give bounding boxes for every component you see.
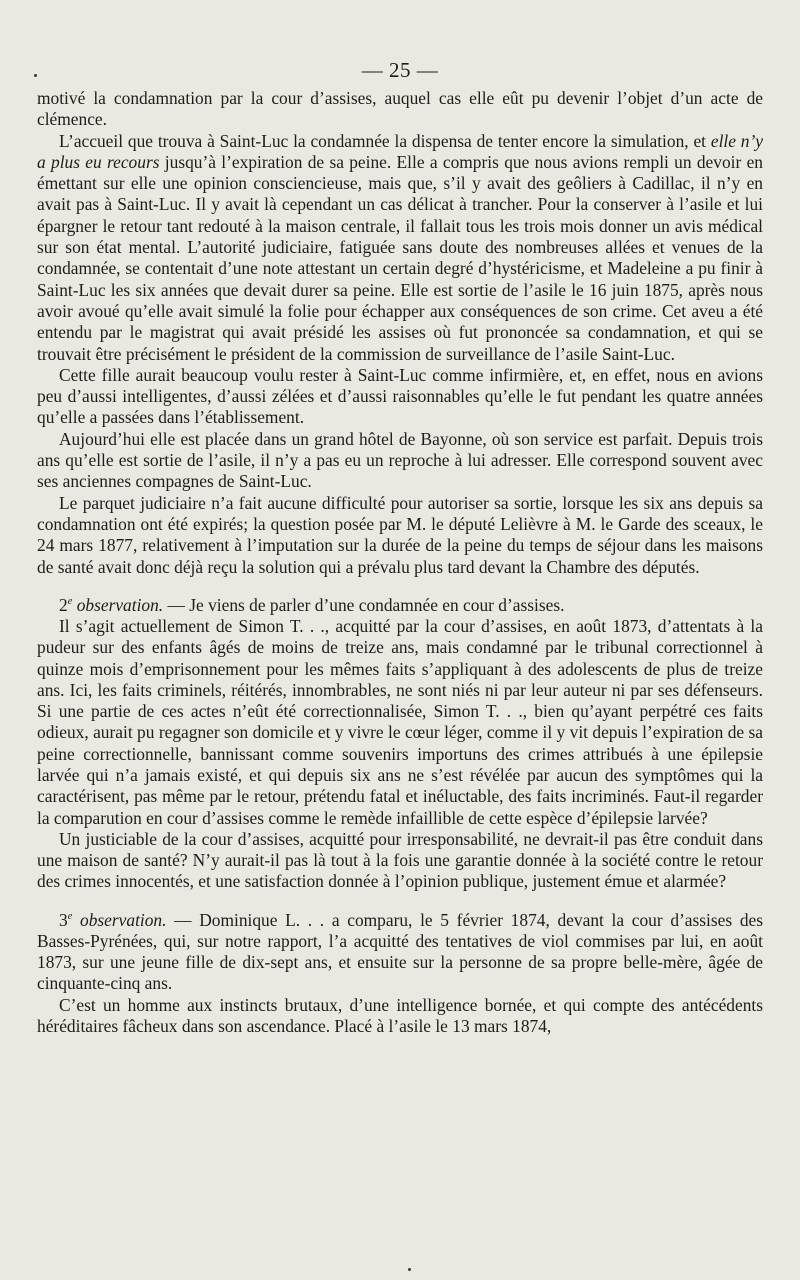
paragraph-p10 — [37, 995, 763, 1038]
page-number: — 25 — — [361, 58, 439, 82]
text-run: Le parquet judiciaire n’a fait aucune difficulté pour autoriser sa sortie, lorsque les six ans depuis sa condamnation ont été expirés; la question posée par M. le député Lelièvre à M. le Garde des sceaux, le 24 mars 1877, relativement à l’imputation sur la durée de la peine du temps de séjour dans les maisons de santé avait donc déjà reçu la solution qui a prévalu plus tard devant la Chambre des députés. — [37, 492, 763, 577]
ordinal-suffix: e — [67, 595, 73, 607]
text-run: — Dominique L. . . a comparu, le 5 février 1874, devant la cour d’assises des Basses-Pyrénées, qui, sur notre rapport, l’a acquitté des tentatives de viol commises par lui, en août 1873, sur une jeune fille de dix-sept ans, et ensuite sur la personne de sa propre belle-mère, âgée de cinquante-cinq ans. — [37, 909, 763, 994]
paragraph-p9 — [37, 906, 763, 995]
paragraph-p1 — [37, 88, 763, 131]
italic-text: elle n’y a plus eu recours — [37, 130, 763, 172]
paragraph-p7 — [37, 616, 763, 829]
paragraph-p4 — [37, 429, 763, 493]
text-run: L’accueil que trouva à Saint-Luc la condamnée la dispensa de tenter encore la simulation, et — [59, 130, 711, 151]
text-run: jusqu’à l’expiration de sa peine. Elle a compris que nous avions rempli un devoir en émettant sur elle une opinion consciencieuse, mais que, s’il y avait des geôliers à Cadillac, il n’y en avait pas à Saint-Luc. Il y avait là cependant un cas délicat à trancher. Pour la conserver à l’asile et lui épargner le retour tant redouté à la maison centrale, il fallait tous les trois mois donner un avis médical sur son état mental. L’autorité judiciaire, fatiguée sans doute des nombreuses allées et venues de la condamnée, se contentait d’une note attestant un certain degré d’hystéricisme, et Madeleine a pu finir à Saint-Luc les six années que devait durer sa peine. Elle est sortie de l’asile le 16 juin 1875, après nous avoir avoué qu’elle avait simulé la folie pour échapper aux conséquences de son crime. Cet aveu a été entendu par le magistrat qui avait présidé les assises où fut prononcée sa condamnation, et qui se trouvait être précisément le président de la commission de surveillance de l’asile Saint-Luc. — [37, 151, 763, 364]
paragraph-p5 — [37, 493, 763, 578]
text-run: — Je viens de parler d’une condamnée en cour d’assises. — [163, 594, 565, 615]
ordinal-suffix: e — [67, 910, 73, 922]
text-run: Aujourd’hui elle est placée dans un grand hôtel de Bayonne, où son service est parfait. Depuis trois ans qu’elle est sortie de l’asile, il n’y a pas eu un reproche à lui adresser. Elle correspond souvent avec ses anciennes compagnes de Saint-Luc. — [37, 428, 763, 492]
text-run: C’est un homme aux instincts brutaux, d’une intelligence bornée, et qui compte des antécédents héréditaires fâcheux dans son ascendance. Placé à l’asile le 13 mars 1874, — [37, 994, 763, 1037]
paragraph-p6 — [37, 591, 763, 616]
text-run: Un justiciable de la cour d’assises, acquitté pour irresponsabilité, ne devrait-il pas être conduit dans une maison de santé? N’y aurait-il pas là tout à la fois une garantie donnée à la société contre le retour des crimes innocentés, et une satisfaction donnée à l’opinion publique, justement émue et alarmée? — [37, 828, 763, 892]
italic-text: observation. — [72, 909, 167, 930]
text-run: Cette fille aurait beaucoup voulu rester à Saint-Luc comme infirmière, et, en effet, nous en avions peu d’aussi intelligentes, d’aussi zélées et d’aussi raisonnables qu’elle le fut pendant les quatre années qu’elle a passées dans l’établissement. — [37, 364, 763, 428]
italic-text: observation. — [72, 594, 164, 615]
bottom-speck — [408, 1268, 411, 1271]
text-run: 2 — [59, 594, 68, 615]
text-run: 3 — [59, 909, 68, 930]
text-run: Il s’agit actuellement de Simon T. . ., acquitté par la cour d’assises, en août 1873, d’attentats à la pudeur sur des enfants âgés de moins de treize ans, mais condamné par le tribunal correctionnel à quinze mois d’emprisonnement pour les mêmes faits s’appliquant à des adolescents de plus de treize ans. Ici, les faits criminels, réitérés, innombrables, ne sont niés ni par leur auteur ni par ses défenseurs. Si une partie de ces actes n’eût été correctionnalisée, Simon T. . ., bien qu’ayant perpétré ces faits odieux, aurait pu regagner son domicile et y vivre le cœur léger, comme il y vit depuis l’expiration de sa peine correctionnelle, bannissant comme souvenirs importuns des crimes attribués à une épilepsie larvée qui n’a jamais existé, et qui depuis six ans ne s’est révélée par aucun des symptômes qui la caractérisent, pas même par le retour, prétendu fatal et inéluctable, des faits incriminés. Faut-il regarder la comparution en cour d’assises comme le remède infaillible de cette espèce d’épilepsie larvée? — [37, 615, 763, 828]
paragraph-p8 — [37, 829, 763, 893]
body-text — [37, 88, 763, 1037]
paragraph-p2 — [37, 131, 763, 365]
text-run: motivé la condamnation par la cour d’assises, auquel cas elle eût pu devenir l’objet d’un acte de clémence. — [37, 88, 763, 130]
paragraph-p3 — [37, 365, 763, 429]
